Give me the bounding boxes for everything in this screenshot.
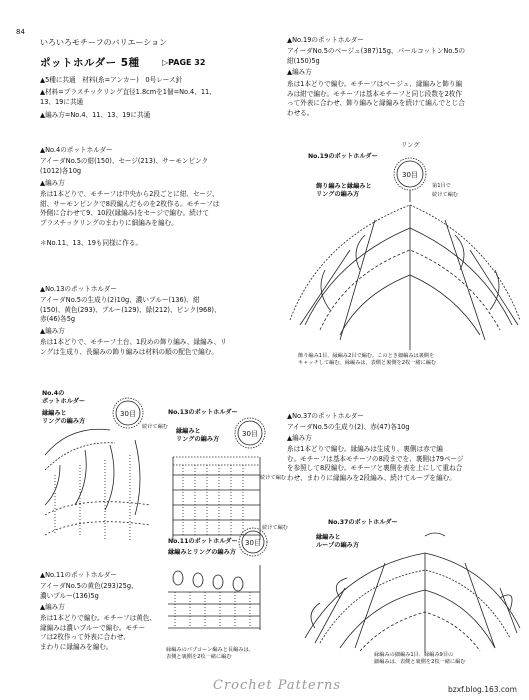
no4-method: 糸は1本どりで、モチーフは中央から2段ごとに紺、セージ、 紺、サーモンピンクで8段編んだものを2枚作る。モチーフは 外側に合わせて9、10段(縁編み)をセージで編む。続けて プラスチックリングのまわりに細編みを編む。 — [40, 190, 220, 227]
no13-title: ▲No.13のポットホルダー — [40, 285, 117, 293]
no4-note: ＊No.11、13、19も同様に作る。 — [40, 239, 143, 247]
d4-cont: 続けて編む — [142, 424, 168, 430]
product-title: ポットホルダー 5種 — [40, 57, 140, 69]
d4-label: 縁編みと リングの編み方 — [42, 410, 86, 425]
d19-ring-label: リング — [401, 142, 420, 149]
no4-title: ▲No.4のポットホルダー — [40, 146, 113, 154]
page-ref: ▷PAGE 32 — [162, 58, 206, 67]
no37-title: ▲No.37のポットホルダー — [287, 412, 364, 420]
no19-method: 糸は1本どりで編む。モチーフはベージュ、縁編みと飾り編 みは紺で編む。モチーフは基本モチーフと同じ段数を2枚作 って外表に合わせ、飾り編みと縁編みを続けて編んでとじ合 わせる。 — [287, 80, 465, 117]
d4-title: No.4の ポットホルダー — [42, 390, 86, 405]
no37-method-label: ▲編み方 — [287, 434, 312, 442]
no11-yarn: アイーダNo.5の黄色(293)25g、 濃いブルー(136)5g — [40, 582, 138, 600]
d19-title: No.19のポットホルダー — [308, 153, 378, 160]
page-number: 84 — [16, 28, 25, 36]
d4-diagram — [40, 395, 160, 545]
no11-method: 糸は1本どりで編む。モチーフは黄色、 縁編みは濃いブルーで編む。モチー フは2枚作って外表に合わせ、 まわりに縁編みを編む。 — [40, 614, 156, 651]
d13-label: 縁編みと リングの編み方 — [176, 428, 220, 443]
d11-ring-count: 30目 — [245, 539, 261, 547]
no13-method-label: ▲編み方 — [40, 327, 65, 335]
common-line2: ▲材料=プラスチックリング直径1.8cmを1個=No.4、11、 13、19に共通 — [40, 88, 216, 106]
d19-cont: 続けて編む — [432, 192, 458, 198]
d19-rnd1: 第1目で — [432, 183, 451, 189]
no4-method-label: ▲編み方 — [40, 179, 65, 187]
d11-caption: 縁編みのパプコーン編みと長編みは、 表側と裏側を2枚一緒に編む — [166, 647, 254, 660]
no37-yarn: アイーダNo.5の生成り(2)、赤(47)各10g — [287, 423, 410, 431]
no19-method-label: ▲編み方 — [287, 68, 312, 76]
common-line3: ▲編み方=No.4、11、13、19に共通 — [40, 111, 151, 119]
d11-label: 縁編みとリングの編み方 — [168, 549, 236, 556]
no19-title: ▲No.19のポットホルダー — [287, 36, 364, 44]
d37-title: No.37のポットホルダー — [328, 519, 398, 526]
d11-cont: 続けて編む — [262, 525, 288, 531]
no13-method: 糸は1本どりで、モチーフ土台、1段めの飾り編み、縁編み、リ ングは生成り、長編みの飾り編みは材料の順の配色で編む。 — [40, 338, 227, 356]
site-url: bzxf.blog.163.com — [448, 685, 517, 694]
d19-ring-count: 30目 — [402, 171, 418, 179]
d19-label: 飾り編みと縁編みと リングの編み方 — [316, 183, 372, 198]
no37-method: 糸は1本どりで編む。縁編みは生成り、裏側は赤で編 む。モチーフは基本モチーフの8段までを、裏側は79ページ を参照して8段編む。モチーフと裏側を表を上にして重ね合 わせ、まわりに縁編みを2段編み、続けてループを編む。 — [287, 445, 464, 482]
d37-label: 縁編みと ループの編み方 — [316, 534, 360, 549]
d4-ring-count: 30目 — [120, 410, 136, 418]
d13-cont: 続けて編む — [260, 475, 286, 481]
footer-logo: Crochet Patterns — [213, 678, 342, 693]
d37-diagram — [285, 528, 525, 653]
section-title: いろいろモチーフのバリエーション — [40, 38, 168, 47]
d13-title: No.13のポットホルダー — [168, 409, 238, 416]
d13-ring-count: 30目 — [242, 430, 258, 438]
no11-title: ▲No.11のポットホルダー — [40, 571, 117, 579]
no19-yarn: アイーダNo.5のベージュ(387)15g、パールコットンNo.5の 紺(150)5g — [287, 47, 466, 65]
no4-yarn: アイーダNo.5の紺(150)、セージ(213)、サーモンピンク (1012)各10g — [40, 157, 209, 175]
common-line1: ▲5種に共通 材料(糸=アンカー) 0号レース針 — [40, 76, 183, 84]
d19-caption: 飾り編み1目、縁編み2目で編む。このとき細編みは裏側を キャッチして編む。縁編みは、表側と裏側を2枚一緒に編む — [298, 353, 437, 366]
d37-caption: 縁編みの細編み1目、縁編み9目の 細編みは、表側と裏側を2枚一緒に編む — [374, 652, 466, 665]
no13-yarn: アイーダNo.5の生成り(2)10g、濃いブルー(136)、紺 (150)、黄色(293)、ブルー(129)、緑(212)、ピンク(968)、 赤(46)各5g — [40, 296, 221, 324]
d11-diagram — [160, 520, 278, 660]
no11-method-label: ▲編み方 — [40, 603, 65, 611]
d19-diagram — [280, 150, 525, 370]
d11-title: No.11のポットホルダー — [168, 538, 238, 545]
